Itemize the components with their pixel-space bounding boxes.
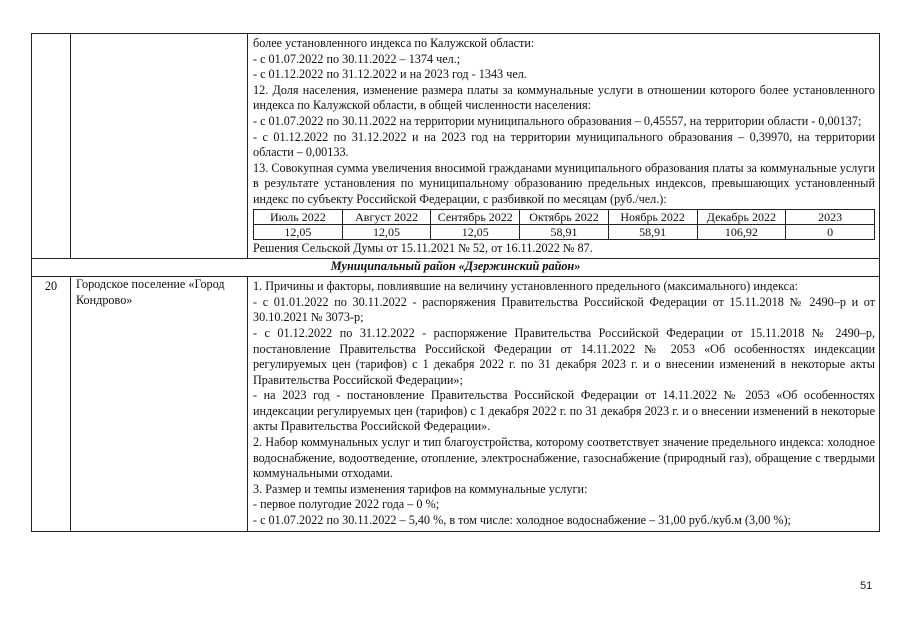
- page-number: 51: [860, 580, 873, 592]
- month-header: Июль 2022: [254, 209, 343, 224]
- month-header: Декабрь 2022: [697, 209, 786, 224]
- municipality-cell: [71, 34, 248, 259]
- months-header-row: [254, 209, 875, 224]
- paragraph: 1. Причины и факторы, повлиявшие на величину установленного предельного (максимального) индекса:: [253, 279, 799, 294]
- month-value: 0: [786, 224, 875, 239]
- details-cell: [248, 34, 880, 259]
- month-header: Сентябрь 2022: [431, 209, 520, 224]
- month-value: 106,92: [697, 224, 786, 239]
- paragraph: - с 01.07.2022 по 30.11.2022 – 5,40 %, в том числе: холодное водоснабжение – 31,00 руб./куб.м (3,00 %);: [253, 513, 791, 528]
- monthly-increase-table: [253, 209, 875, 240]
- district-header-row: [32, 259, 880, 277]
- table-row: [32, 34, 880, 259]
- paragraph: - с 01.12.2022 по 31.12.2022 - распоряжение Правительства Российской Федерации от 15.11.2018 № 2490–р, постановление Правительства Российской Федерации от 14.11.2022 № 2053 «Об особенностях индексации регулируемых цен (тарифов) с 1 декабря 2022 г. по 31 декабря 2023 г. и о внесении изменений в некоторые акты Правительства Российской Федерации»;: [253, 325, 875, 387]
- month-value: 12,05: [342, 224, 431, 239]
- paragraph: - на 2023 год - постановление Правительства Российской Федерации от 14.11.2022 № 2053 «Об особенностях индексации регулируемых цен (тарифов) с 1 декабря 2022 г. по 31 декабря 2023 г. и о внесении изменений в некоторые акты Правительства Российской Федерации».: [253, 388, 875, 434]
- details-cell: [248, 277, 880, 532]
- tariff-table: [31, 33, 880, 532]
- month-header: 2023: [786, 209, 875, 224]
- paragraph: 3. Размер и темпы изменения тарифов на коммунальные услуги:: [253, 481, 588, 496]
- paragraph: - с 01.07.2022 по 30.11.2022 – 1374 чел.;: [253, 51, 461, 66]
- paragraph: 13. Совокупная сумма увеличения вносимой гражданами муниципального образования платы за коммунальные услуги в результате установления по муниципальному образованию предельных индексов, превышающих установленный индекс по субъекту Российской Федерации, с разбивкой по месяцам (руб./чел.):: [253, 160, 875, 206]
- table-row: [32, 277, 880, 532]
- month-value: 12,05: [431, 224, 520, 239]
- decision-reference: Решения Сельской Думы от 15.11.2021 № 52, от 16.11.2022 № 87.: [253, 240, 593, 255]
- month-header: Октябрь 2022: [520, 209, 609, 224]
- paragraph: - с 01.12.2022 по 31.12.2022 и на 2023 год на территории муниципального образования – 0,39970, на территории области – 0,00133.: [253, 129, 875, 160]
- row-number-cell: 20: [32, 277, 71, 532]
- month-header: Август 2022: [342, 209, 431, 224]
- municipality-cell: Городское поселение «Город Кондрово»: [71, 277, 248, 532]
- district-header: Муниципальный район «Дзержинский район»: [32, 259, 880, 277]
- month-header: Ноябрь 2022: [608, 209, 697, 224]
- paragraph: 12. Доля населения, изменение размера платы за коммунальные услуги в отношении которого более установленного индекса по Калужской области, в общей численности населения:: [253, 82, 875, 113]
- month-value: 58,91: [608, 224, 697, 239]
- month-value: 58,91: [520, 224, 609, 239]
- month-value: 12,05: [254, 224, 343, 239]
- paragraph: - с 01.12.2022 по 31.12.2022 и на 2023 год - 1343 чел.: [253, 67, 527, 82]
- paragraph: - с 01.07.2022 по 30.11.2022 на территории муниципального образования – 0,45557, на территории области - 0,00137;: [253, 113, 862, 128]
- paragraph: 2. Набор коммунальных услуг и тип благоустройства, которому соответствует значение предельного индекса: холодное водоснабжение, водоотведение, отопление, электроснабжение, газоснабжение (природный газ), обращение с твердыми коммунальными отходами.: [253, 435, 875, 481]
- paragraph: - с 01.01.2022 по 30.11.2022 - распоряжения Правительства Российской Федерации от 15.11.2018 № 2490–р и от 30.10.2021 № 3073-р;: [253, 294, 875, 325]
- paragraph: более установленного индекса по Калужской области:: [253, 36, 535, 50]
- row-number-cell: [32, 34, 71, 259]
- months-values-row: [254, 224, 875, 239]
- paragraph: - первое полугодие 2022 года – 0 %;: [253, 497, 440, 512]
